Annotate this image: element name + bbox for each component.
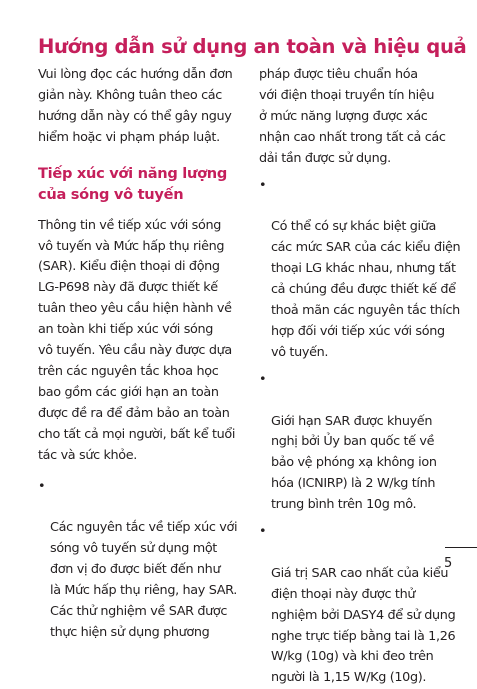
- footer-divider: [445, 547, 477, 548]
- bullet-text: Giới hạn SAR được khuyến nghị bởi Ủy ban quốc tế về bảo vệ phóng xạ không ion hóa (ICNIRP) là 2 W/kg tính trung bình trên 10g mô.: [271, 413, 437, 513]
- intro-paragraph: Vui lòng đọc các hướng dẫn đơn giản này. Không tuân theo các hướng dẫn này có thể gây nguy hiểm hoặc vi phạm pháp luật.: [38, 67, 233, 145]
- page-number: 5: [444, 556, 453, 571]
- bullet-icon: •: [259, 371, 267, 387]
- bullet-text: Có thể có sự khác biệt giữa các mức SAR của các kiểu điện thoại LG khác nhau, nhưng tất cả chúng đều được thiết kế để thoả mãn các nguyên tắc thích hợp đối với tiếp xúc với sóng vô tuyến.: [271, 219, 461, 360]
- right-column: [259, 65, 469, 689]
- left-bullet-list: [38, 477, 238, 644]
- bullet-item: [259, 370, 469, 516]
- bullet-icon: •: [259, 177, 267, 193]
- section-body: Thông tin về tiếp xúc với sóng vô tuyến và Mức hấp thụ riêng (SAR). Kiểu điện thoại di động LG-P698 này đã được thiết kế tuân theo yêu cầu hiện hành về an toàn khi tiếp xúc với sóng vô tuyến. Yêu cầu này được dựa trên các nguyên tắc khoa học bao gồm các giới hạn an toàn được đề ra để đảm bảo an toàn cho tất cả mọi người, bất kể tuổi tác và sức khỏe.: [38, 217, 236, 463]
- bullet-item: [38, 477, 238, 644]
- bullet-item: [259, 522, 469, 689]
- bullet-text: Các nguyên tắc về tiếp xúc với sóng vô tuyến sử dụng một đơn vị đo được biết đến như là Mức hấp thụ riêng, hay SAR. Các thử nghiệm về SAR được thực hiện sử dụng phương: [50, 520, 238, 640]
- bullet-icon: •: [38, 478, 46, 494]
- right-bullet-list: [259, 176, 469, 689]
- section-heading: Tiếp xúc với năng lượng của sóng vô tuyến: [38, 164, 228, 204]
- bullet-icon: •: [259, 524, 267, 540]
- bullet-text: Giá trị SAR cao nhất của kiểu điện thoại này được thử nghiệm bởi DASY4 để sử dụng nghe trực tiếp bằng tai là 1,26 W/kg (10g) và khi đeo trên người là 1,15 W/Kg (10g).: [271, 565, 456, 686]
- bullet-continuation: pháp được tiêu chuẩn hóa với điện thoại truyền tín hiệu ở mức năng lượng được xác nhận cao nhất trong tất cả các dải tần được sử dụng.: [259, 67, 446, 166]
- left-column: [38, 65, 238, 644]
- bullet-item: [259, 176, 469, 364]
- page-title: Hướng dẫn sử dụng an toàn và hiệu quả: [38, 35, 467, 58]
